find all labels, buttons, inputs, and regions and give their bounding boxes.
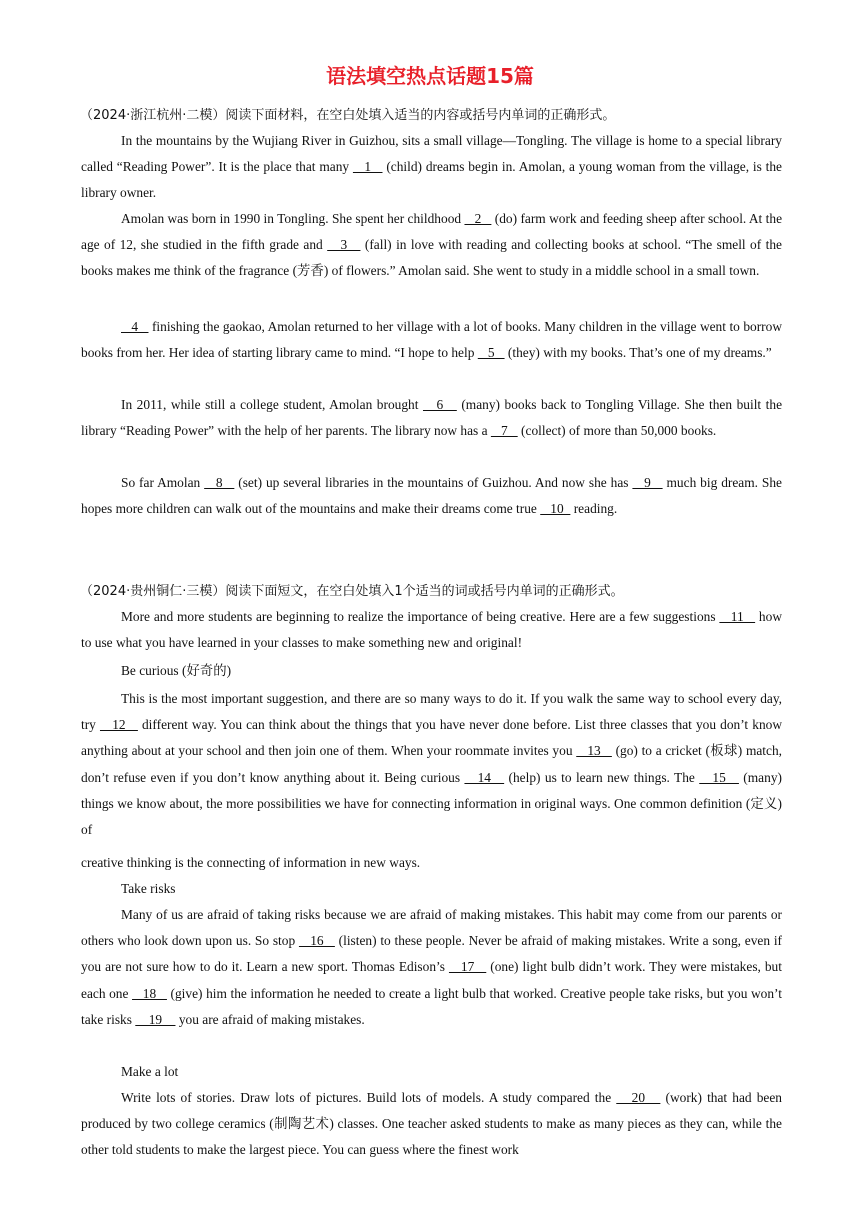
text-segment: (collect) of more than 50,000 books. (517, 423, 717, 439)
answer-blank: 5 (477, 345, 505, 361)
section-heading-take-risks: Take risks (121, 881, 176, 896)
answer-blank: 17 (448, 959, 487, 975)
text-segment: (do) farm work and feeding sheep after school. At the age of 12, she studied in the fifth grade and (81, 211, 783, 253)
text-segment: (they) with my books. That’s one of my dreams.” (504, 345, 772, 361)
answer-blank: 13 (576, 743, 612, 759)
answer-blank: 7 (490, 423, 518, 439)
text-segment: (child) dreams begin in. Amolan, a young woman from the village, is the library owner. (81, 159, 783, 201)
text-segment: finishing the gaokao, Amolan returned to her village with a lot of books. Many children in the village went to borrow books from her. Her idea of starting library came to mind. “I hope to help (81, 319, 782, 361)
answer-blank: 16 (298, 933, 335, 949)
answer-blank: 1 (352, 159, 383, 175)
text-segment: In the mountains by the Wujiang River in Guizhou, sits a small village—Tongling. The village is home to a special library called “Reading Power”. It is the place that many (81, 133, 782, 175)
text-segment: (fall) in love with reading and collecting books at school. “The smell of the books makes me think of the fragrance (芳香) of flowers.” Amolan said. She went to study in a middle school in a small town. (81, 237, 783, 279)
passage1-paragraph-5 (81, 470, 782, 522)
passage2-continuation-line: creative thinking is the connecting of information in new ways. (81, 855, 421, 870)
text-segment: how to use what you have learned in your classes to make something new and original! (81, 609, 782, 651)
text-segment: This is the most important suggestion, and there are so many ways to do it. If you walk the same way to school every day, try (81, 691, 782, 733)
answer-blank: 9 (632, 475, 663, 490)
text-segment: much big dream. She hopes more children can walk out of the mountains and make their dreams come true (81, 475, 783, 517)
text-segment: (work) that had been produced by two college ceramics (制陶艺术) classes. One teacher asked students to make as many pieces as they can, while the other told students to make the largest piece. You can guess where the finest work (81, 1090, 782, 1158)
answer-blank: 8 (204, 475, 235, 490)
answer-blank: 12 (99, 717, 138, 733)
passage1-paragraph-2 (81, 206, 782, 285)
text-segment: Many of us are afraid of taking risks because we are afraid of making mistakes. This habit may come from our parents or others who look down upon us. So stop (81, 907, 782, 949)
passage2-paragraph-3 (81, 902, 782, 1033)
text-segment: So far Amolan (121, 475, 205, 490)
answer-blank: 18 (132, 985, 167, 1001)
answer-blank: 2 (464, 211, 492, 226)
answer-blank: 3 (327, 237, 361, 253)
text-segment: (help) us to learn new things. The (504, 769, 700, 785)
answer-blank: 14 (464, 769, 505, 785)
text-segment: In 2011, while still a college student, Amolan brought (121, 397, 423, 412)
text-segment: (one) light bulb didn’t work. They were mistakes, but each one (81, 959, 782, 1001)
answer-blank: 15 (699, 769, 739, 785)
passage2-paragraph-4 (81, 1085, 782, 1164)
text-segment: More and more students are beginning to realize the importance of being creative. Here are a few suggestions (121, 609, 720, 624)
answer-blank: 6 (422, 397, 457, 412)
text-segment: (many) books back to Tongling Village. She then built the library “Reading Power” with the help of her parents. The library now has a (81, 397, 783, 439)
passage2-source: （2024·贵州铜仁·三模）阅读下面短文，在空白处填入1个适当的词或括号内单词的正确形式。 (80, 584, 624, 599)
text-segment: (go) to a cricket (板球) match, don’t refuse even if you don’t know anything about it. Being curious (81, 743, 783, 785)
text-segment: reading. (570, 501, 618, 517)
answer-blank: 11 (719, 609, 756, 624)
passage1-source: （2024·浙江杭州·二模）阅读下面材料，在空白处填入适当的内容或括号内单词的正确形式。 (80, 108, 616, 123)
passage1-paragraph-4 (81, 392, 782, 444)
text-segment: Write lots of stories. Draw lots of pictures. Build lots of models. A study compared the (121, 1090, 617, 1105)
text-segment: (listen) to these people. Never be afraid of making mistakes. Write a song, even if you are not sure how to do it. Learn a new sport. Thomas Edison’s (81, 933, 782, 975)
passage1-paragraph-3 (81, 314, 782, 366)
text-segment: you are afraid of making mistakes. (175, 1011, 365, 1027)
text-segment: (many) things we know about, the more possibilities we have for connecting information in original ways. One common definition (定义) of (81, 769, 782, 838)
page-title: 语法填空热点话题15篇 (326, 64, 534, 88)
text-segment: Amolan was born in 1990 in Tongling. She spent her childhood (121, 211, 465, 226)
section-heading-make-a-lot: Make a lot (121, 1064, 179, 1079)
passage2-paragraph-1 (81, 604, 782, 656)
section-heading-be-curious: Be curious (好奇的) (121, 663, 232, 678)
passage1-paragraph-1 (81, 128, 782, 207)
passage2-paragraph-2 (81, 686, 782, 843)
answer-blank: 4 (121, 319, 149, 334)
answer-blank: 20 (616, 1090, 661, 1105)
text-segment: (give) him the information he needed to create a light bulb that worked. Creative people take risks, but you won’t take risks (81, 985, 782, 1027)
answer-blank: 10 (540, 501, 571, 517)
answer-blank: 19 (135, 1011, 176, 1027)
text-segment: (set) up several libraries in the mountains of Guizhou. And now she has (234, 475, 633, 490)
text-segment: different way. You can think about the things that you have never done before. List three classes that you don’t know anything about at your school and then join one of them. When your roommate invites you (81, 717, 782, 759)
